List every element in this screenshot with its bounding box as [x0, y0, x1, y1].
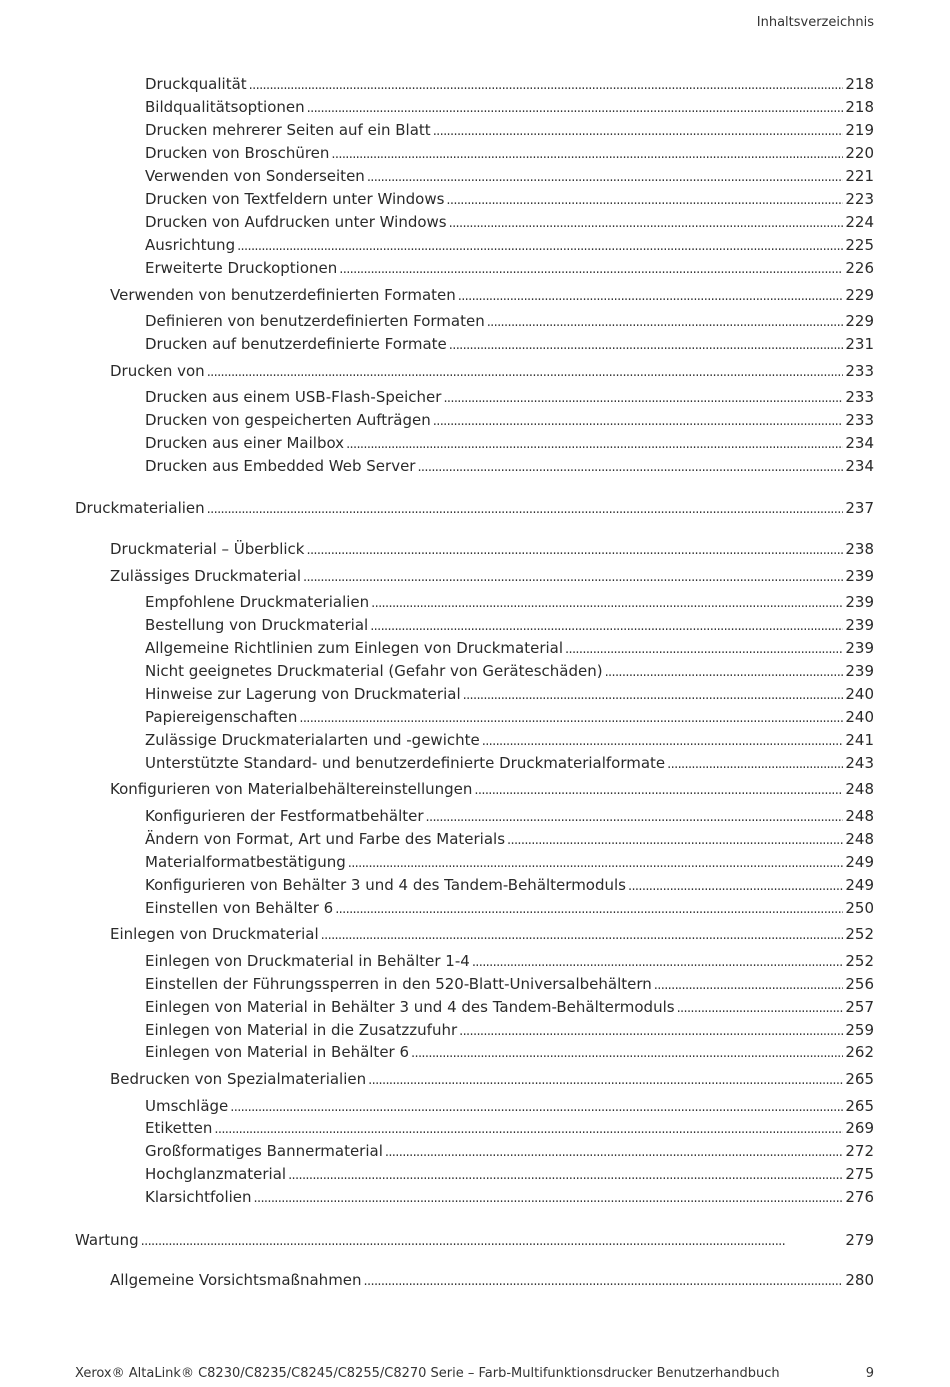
toc-entry-title: Einlegen von Druckmaterial in Behälter 1-4: [145, 952, 470, 970]
toc-entry-title: Drucken aus einer Mailbox: [145, 434, 345, 452]
toc-entry[interactable]: [145, 684, 874, 706]
dot-leader: [288, 1164, 843, 1186]
dot-leader: [449, 212, 844, 234]
toc-entry[interactable]: [145, 753, 874, 775]
toc-entry[interactable]: [145, 852, 874, 874]
toc-entry[interactable]: [110, 779, 874, 801]
toc-entry-page: 231: [845, 335, 874, 353]
toc-entry-page: 248: [845, 780, 874, 798]
toc-entry[interactable]: [145, 433, 874, 455]
toc-entry-title: Etiketten: [145, 1119, 213, 1137]
toc-entry-page: 248: [845, 830, 874, 848]
toc-entry[interactable]: [145, 410, 874, 432]
dot-leader: [507, 829, 843, 851]
dot-leader: [654, 974, 844, 996]
toc-entry-title: Druckmaterial – Überblick: [110, 540, 305, 558]
toc-entry-page: 233: [845, 411, 874, 429]
toc-entry-page: 238: [845, 540, 874, 558]
toc-entry-title: Verwenden von benutzerdefinierten Formaten: [110, 286, 456, 304]
dot-leader: [331, 143, 843, 165]
dot-leader: [487, 311, 844, 333]
toc-entry-page: 241: [845, 731, 874, 749]
toc-entry-title: Allgemeine Vorsichtsmaßnahmen: [110, 1271, 362, 1289]
toc-entry[interactable]: [145, 730, 874, 752]
dot-leader: [449, 334, 844, 356]
toc-entry-title: Drucken von: [110, 362, 205, 380]
toc-entry[interactable]: [145, 1118, 874, 1140]
dot-leader: [472, 951, 844, 973]
toc-entry-page: 269: [845, 1119, 874, 1137]
toc-entry-title: Umschläge: [145, 1097, 229, 1115]
toc-entry[interactable]: [145, 661, 874, 683]
toc-entry[interactable]: [110, 285, 874, 307]
toc-entry[interactable]: [145, 1187, 874, 1209]
toc-entry-page: 229: [845, 286, 874, 304]
toc-entry-title: Zulässiges Druckmaterial: [110, 567, 302, 585]
toc-entry-page: 225: [845, 236, 874, 254]
toc-entry-page: 223: [845, 190, 874, 208]
toc-entry-page: 249: [845, 876, 874, 894]
toc-entry-page: 239: [845, 616, 874, 634]
dot-leader: [364, 1270, 844, 1292]
toc-entry-page: 237: [845, 499, 874, 517]
toc-entry[interactable]: [110, 566, 874, 588]
toc-entry-title: Nicht geeignetes Druckmaterial (Gefahr von Geräteschäden): [145, 662, 603, 680]
toc-entry-page: 218: [845, 75, 874, 93]
toc-entry-title: Einlegen von Material in Behälter 6: [145, 1043, 410, 1061]
toc-entry[interactable]: [145, 1164, 874, 1186]
dot-leader: [207, 498, 844, 520]
toc-entry-title: Ändern von Format, Art und Farbe des Materials: [145, 830, 506, 848]
dot-leader: [565, 638, 843, 660]
toc-entry-page: 249: [845, 853, 874, 871]
toc-entry-title: Konfigurieren von Materialbehältereinstellungen: [110, 780, 473, 798]
dot-leader: [667, 753, 843, 775]
dot-leader: [628, 875, 843, 897]
toc-entry-page: 221: [845, 167, 874, 185]
toc-entry-title: Ausrichtung: [145, 236, 236, 254]
toc-entry-title: Einlegen von Druckmaterial: [110, 925, 319, 943]
dot-leader: [207, 361, 844, 383]
toc-entry-page: 239: [845, 567, 874, 585]
dot-leader: [417, 456, 843, 478]
dot-leader: [249, 74, 844, 96]
toc-entry-page: 252: [845, 952, 874, 970]
toc-entry[interactable]: [145, 951, 874, 973]
toc-entry[interactable]: [110, 1270, 874, 1292]
toc-entry-page: 257: [845, 998, 874, 1016]
toc-entry[interactable]: [145, 235, 874, 257]
dot-leader: [141, 1230, 844, 1252]
toc-entry-title: Empfohlene Druckmaterialien: [145, 593, 370, 611]
toc-entry[interactable]: [145, 1096, 874, 1118]
toc-entry-page: 226: [845, 259, 874, 277]
toc-entry-title: Unterstützte Standard- und benutzerdefinierte Druckmaterialformate: [145, 754, 666, 772]
toc-entry-page: 276: [845, 1188, 874, 1206]
toc-entry-title: Drucken von gespeicherten Aufträgen: [145, 411, 431, 429]
dot-leader: [307, 97, 844, 119]
toc-entry-title: Bestellung von Druckmaterial: [145, 616, 369, 634]
dot-leader: [307, 539, 844, 561]
toc-entry[interactable]: [145, 1141, 874, 1163]
dot-leader: [459, 1020, 843, 1042]
toc-entry-page: 250: [845, 899, 874, 917]
dot-leader: [482, 730, 844, 752]
toc-entry-title: Erweiterte Druckoptionen: [145, 259, 338, 277]
toc-entry[interactable]: [145, 638, 874, 660]
dot-leader: [446, 189, 843, 211]
toc-entry-page: 279: [845, 1231, 874, 1249]
toc-entry-title: Wartung: [75, 1231, 139, 1249]
toc-entry-page: 239: [845, 662, 874, 680]
dot-leader: [474, 779, 843, 801]
dot-leader: [335, 898, 843, 920]
dot-leader: [443, 387, 843, 409]
toc-entry-title: Allgemeine Richtlinien zum Einlegen von Druckmaterial: [145, 639, 564, 657]
toc-entry[interactable]: [145, 898, 874, 920]
toc-entry-page: 256: [845, 975, 874, 993]
toc-entry-page: 229: [845, 312, 874, 330]
dot-leader: [605, 661, 844, 683]
toc-entry-title: Druckqualität: [145, 75, 247, 93]
toc-entry[interactable]: [110, 361, 874, 383]
dot-leader: [237, 235, 843, 257]
toc-entry-title: Drucken aus einem USB-Flash-Speicher: [145, 388, 442, 406]
toc-entry-title: Materialformatbestätigung: [145, 853, 346, 871]
dot-leader: [303, 566, 843, 588]
toc-entry-page: 233: [845, 388, 874, 406]
toc-entry-page: 265: [845, 1070, 874, 1088]
toc-entry-title: Verwenden von Sonderseiten: [145, 167, 365, 185]
toc-entry[interactable]: [145, 143, 874, 165]
toc-entry-title: Konfigurieren der Festformatbehälter: [145, 807, 424, 825]
running-header: Inhaltsverzeichnis: [756, 15, 874, 30]
toc-entry-title: Drucken von Aufdrucken unter Windows: [145, 213, 447, 231]
dot-leader: [214, 1118, 843, 1140]
toc-entry-title: Bedrucken von Spezialmaterialien: [110, 1070, 367, 1088]
dot-leader: [299, 707, 843, 729]
toc-entry-title: Großformatiges Bannermaterial: [145, 1142, 383, 1160]
toc-entry-page: 248: [845, 807, 874, 825]
toc-entry-page: 234: [845, 457, 874, 475]
toc-entry-title: Hinweise zur Lagerung von Druckmaterial: [145, 685, 461, 703]
toc-entry[interactable]: [145, 829, 874, 851]
toc-entry-title: Drucken mehrerer Seiten auf ein Blatt: [145, 121, 431, 139]
toc-entry[interactable]: [75, 1230, 874, 1252]
dot-leader: [433, 120, 844, 142]
dot-leader: [385, 1141, 843, 1163]
toc-entry[interactable]: [145, 120, 874, 142]
toc-entry-page: 219: [845, 121, 874, 139]
toc-entry[interactable]: [145, 74, 874, 96]
page-number: 9: [865, 1366, 874, 1381]
toc-entry[interactable]: [145, 97, 874, 119]
toc-entry[interactable]: [145, 311, 874, 333]
toc-entry-title: Einlegen von Material in die Zusatzzufuhr: [145, 1021, 458, 1039]
dot-leader: [367, 166, 844, 188]
dot-leader: [368, 1069, 843, 1091]
toc-entry-title: Einlegen von Material in Behälter 3 und 4 des Tandem-Behältermoduls: [145, 998, 675, 1016]
toc-entry-page: 280: [845, 1271, 874, 1289]
toc-entry[interactable]: [145, 1042, 874, 1064]
toc-entry-title: Drucken aus Embedded Web Server: [145, 457, 416, 475]
toc-entry-page: 272: [845, 1142, 874, 1160]
dot-leader: [254, 1187, 844, 1209]
toc-entry[interactable]: [145, 334, 874, 356]
toc-entry[interactable]: [145, 875, 874, 897]
toc-entry-page: 243: [845, 754, 874, 772]
toc-entry[interactable]: [110, 1069, 874, 1091]
dot-leader: [346, 433, 843, 455]
toc-entry-title: Hochglanzmaterial: [145, 1165, 287, 1183]
dot-leader: [339, 258, 843, 280]
toc-entry-page: 262: [845, 1043, 874, 1061]
dot-leader: [426, 806, 844, 828]
toc-entry-title: Papiereigenschaften: [145, 708, 298, 726]
toc-entry-page: 220: [845, 144, 874, 162]
dot-leader: [230, 1096, 843, 1118]
toc-entry[interactable]: [145, 592, 874, 614]
toc-entry[interactable]: [145, 997, 874, 1019]
toc-entry-title: Klarsichtfolien: [145, 1188, 252, 1206]
toc-entry-page: 275: [845, 1165, 874, 1183]
toc-entry-page: 265: [845, 1097, 874, 1115]
toc-entry-title: Drucken von Textfeldern unter Windows: [145, 190, 445, 208]
toc-entry[interactable]: [145, 212, 874, 234]
dot-leader: [321, 924, 844, 946]
toc-entry[interactable]: [145, 189, 874, 211]
toc-entry[interactable]: [110, 539, 874, 561]
dot-leader: [458, 285, 844, 307]
toc-entry[interactable]: [75, 498, 874, 520]
dot-leader: [433, 410, 844, 432]
toc-entry-title: Drucken von Broschüren: [145, 144, 330, 162]
toc-entry-page: 252: [845, 925, 874, 943]
toc-entry[interactable]: [110, 924, 874, 946]
toc-entry[interactable]: [145, 707, 874, 729]
toc-entry-title: Drucken auf benutzerdefinierte Formate: [145, 335, 447, 353]
toc-entry-title: Konfigurieren von Behälter 3 und 4 des Tandem-Behältermoduls: [145, 876, 626, 894]
toc-entry-page: 233: [845, 362, 874, 380]
toc-entry-title: Bildqualitätsoptionen: [145, 98, 305, 116]
toc-entry[interactable]: [145, 615, 874, 637]
toc-entry-page: 259: [845, 1021, 874, 1039]
dot-leader: [411, 1042, 843, 1064]
toc-entry-page: 224: [845, 213, 874, 231]
toc-entry-page: 239: [845, 593, 874, 611]
toc-entry-page: 240: [845, 708, 874, 726]
dot-leader: [677, 997, 844, 1019]
toc-entry[interactable]: [145, 1020, 874, 1042]
footer-text: Xerox® AltaLink® C8230/C8235/C8245/C8255/C8270 Serie – Farb-Multifunktionsdrucker Benutzerhandbuch: [75, 1366, 780, 1381]
toc-entry-page: 234: [845, 434, 874, 452]
dot-leader: [463, 684, 844, 706]
page-footer: [75, 1366, 874, 1381]
toc-entry[interactable]: [145, 974, 874, 996]
toc-entry-title: Einstellen der Führungssperren in den 520-Blatt-Universalbehältern: [145, 975, 652, 993]
toc-entry-title: Druckmaterialien: [75, 499, 205, 517]
dot-leader: [371, 592, 843, 614]
toc-entry-title: Definieren von benutzerdefinierten Formaten: [145, 312, 485, 330]
dot-leader: [370, 615, 843, 637]
toc-entry[interactable]: [145, 166, 874, 188]
toc-entry-page: 218: [845, 98, 874, 116]
toc-entry[interactable]: [145, 806, 874, 828]
toc-entry-page: 240: [845, 685, 874, 703]
toc-entry-title: Zulässige Druckmaterialarten und -gewichte: [145, 731, 480, 749]
dot-leader: [348, 852, 844, 874]
toc-entry[interactable]: [145, 258, 874, 280]
toc-entry-page: 239: [845, 639, 874, 657]
toc-entry[interactable]: [145, 387, 874, 409]
toc-entry[interactable]: [145, 456, 874, 478]
toc-entry-title: Einstellen von Behälter 6: [145, 899, 334, 917]
